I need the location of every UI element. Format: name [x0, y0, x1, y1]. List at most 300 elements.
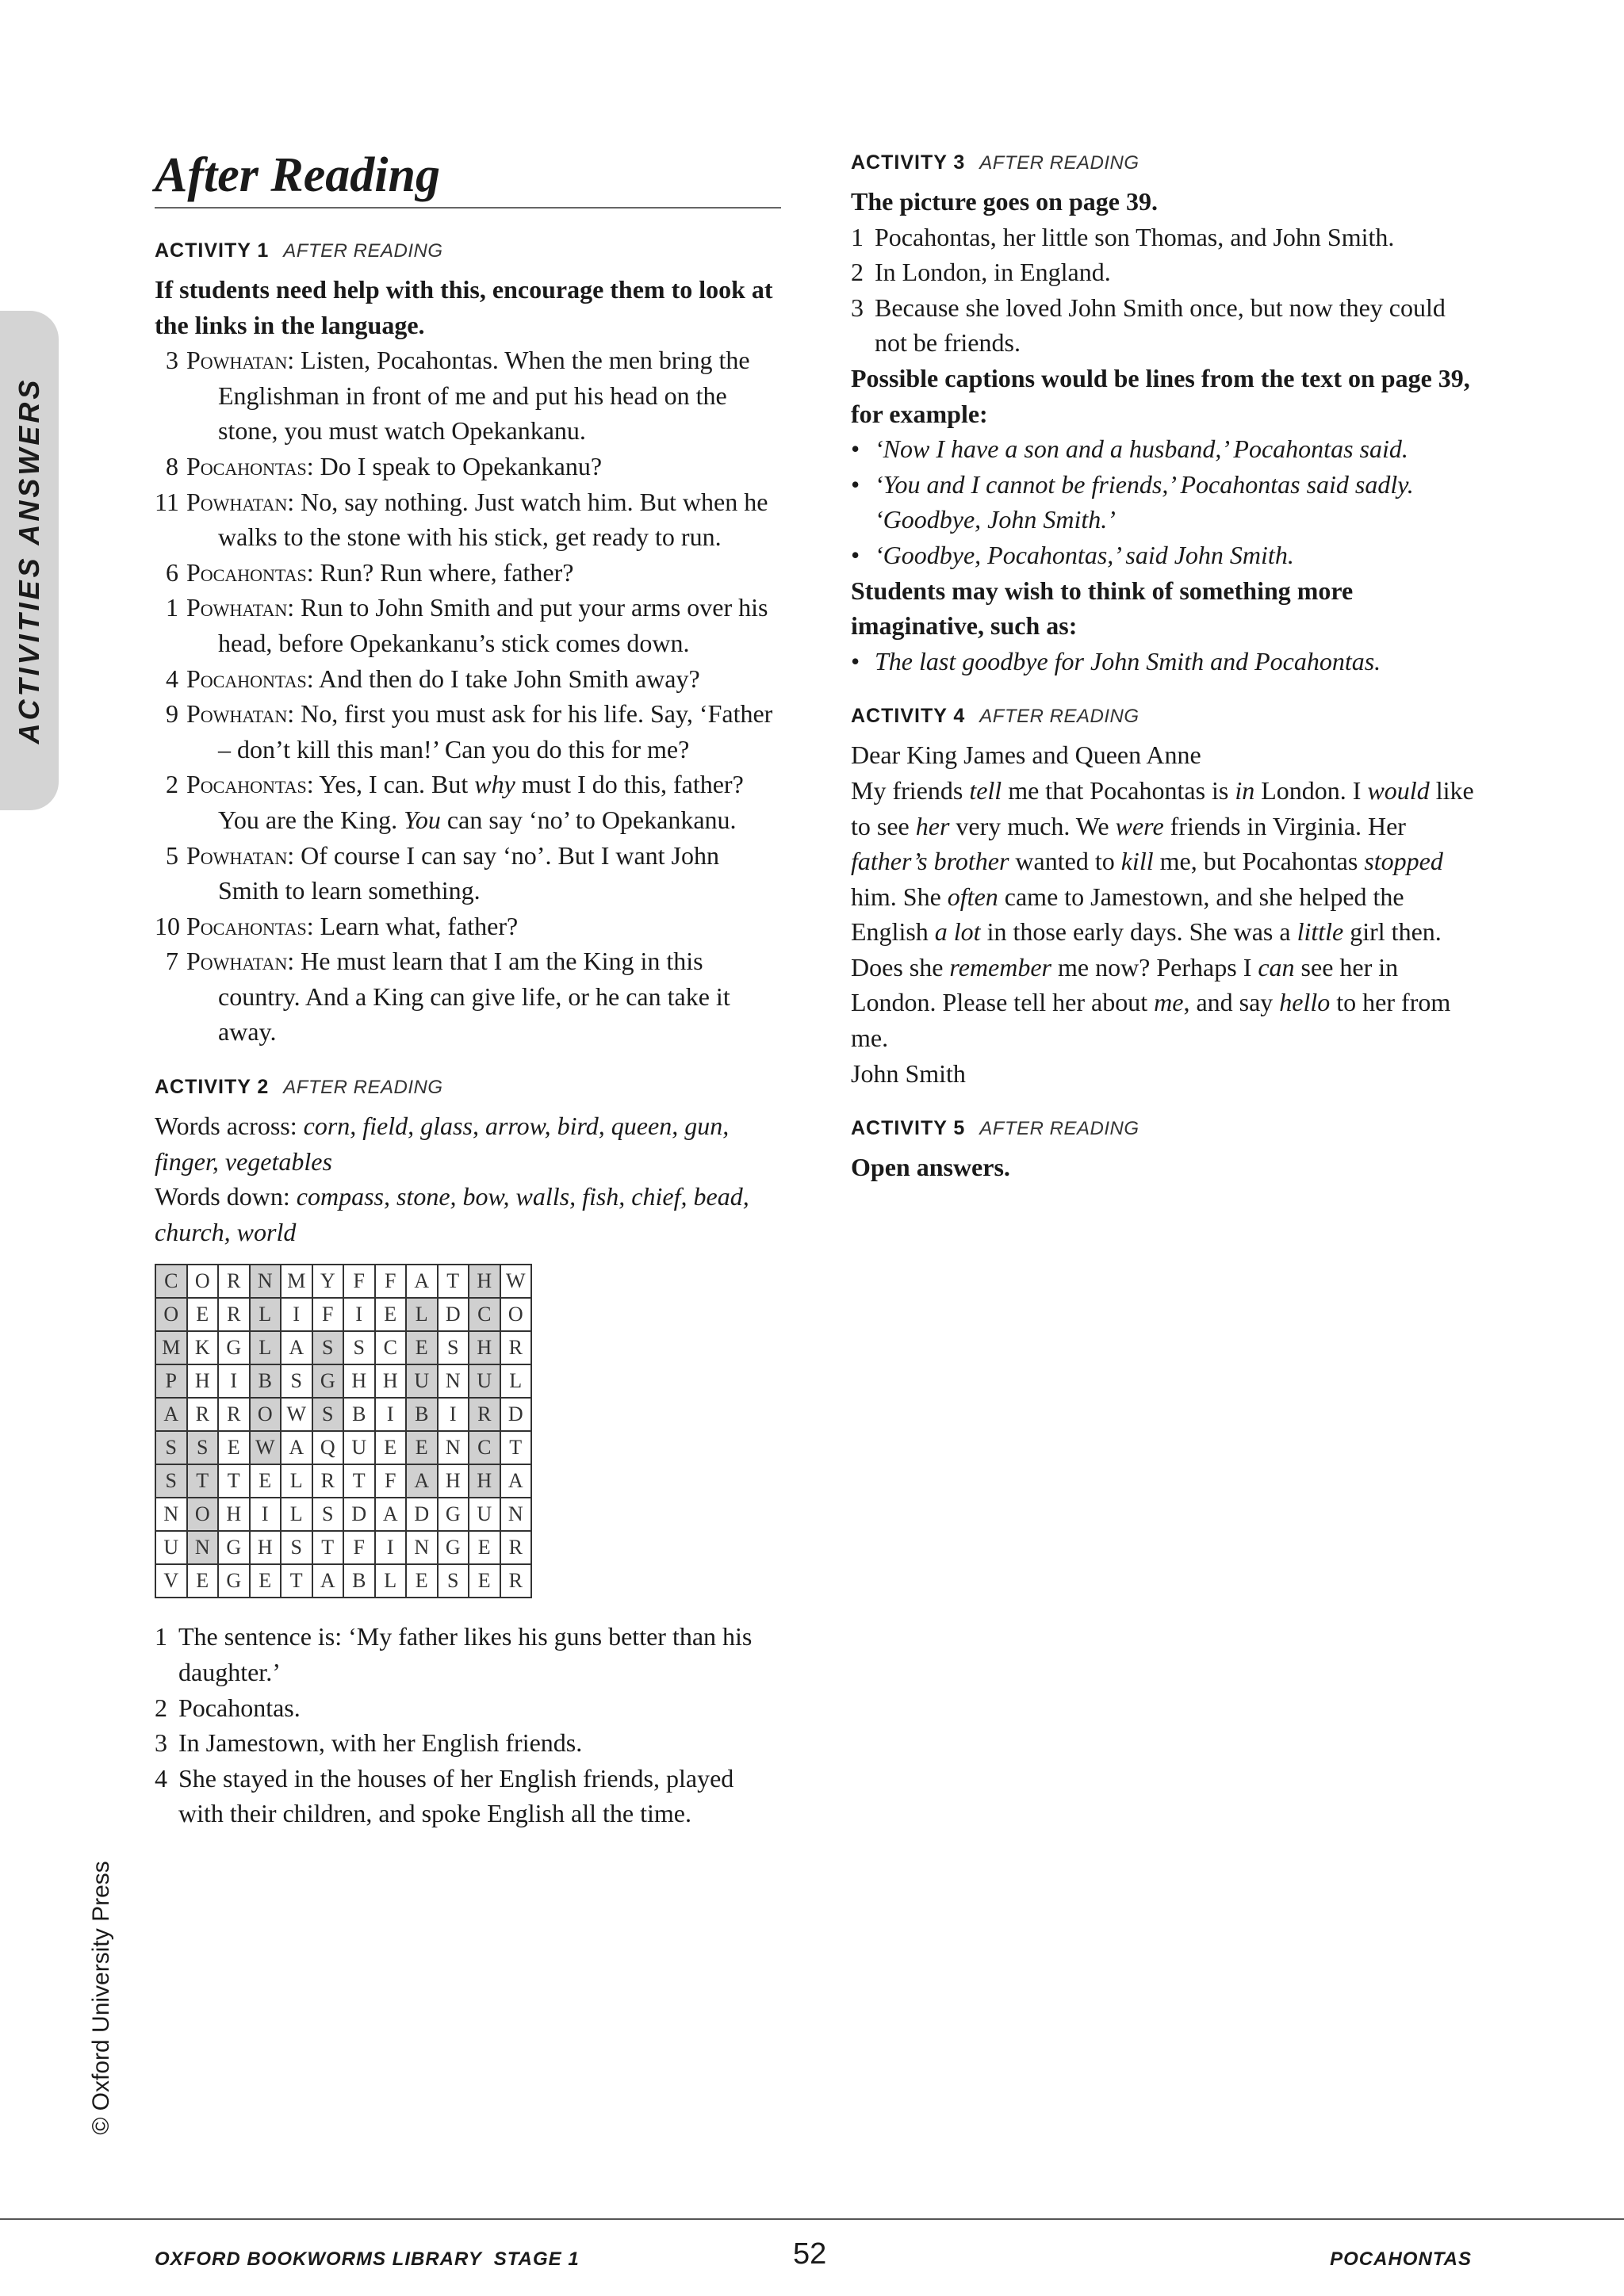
grid-cell: R: [500, 1331, 532, 1364]
grid-row: [155, 1298, 531, 1331]
dialogue-line: [155, 449, 781, 484]
words-down: [155, 1179, 781, 1249]
letter-text: London. I: [1254, 775, 1368, 805]
grid-cell: F: [343, 1531, 375, 1564]
grid-row: [155, 1398, 531, 1431]
words-across-label: Words across:: [155, 1112, 304, 1141]
speaker-name: Powhatan: [186, 346, 288, 375]
line-content: : And then do I take John Smith away?: [306, 664, 700, 693]
grid-cell: S: [312, 1331, 344, 1364]
grid-row: [155, 1265, 531, 1298]
answer-item: [851, 254, 1477, 290]
grid-cell: P: [155, 1364, 187, 1398]
grid-row: [155, 1364, 531, 1398]
letter-text: me now? Perhaps I: [1051, 952, 1258, 982]
dialogue-line: [155, 555, 781, 591]
grid-cell: G: [438, 1531, 469, 1564]
bullet-text: ‘Now I have a son and a husband,’ Pocahontas said.: [875, 434, 1408, 464]
activity-5: [851, 1115, 1477, 1185]
answer-item: [155, 1725, 781, 1761]
line-text: [186, 555, 781, 591]
line-number: 7: [166, 947, 178, 976]
answer-item: [155, 1690, 781, 1726]
grid-cell: S: [281, 1364, 312, 1398]
grid-cell: I: [438, 1398, 469, 1431]
speaker-name: Powhatan: [186, 947, 288, 976]
answer-text: Pocahontas.: [178, 1693, 301, 1722]
grid-cell: S: [312, 1498, 344, 1531]
speaker-name: Powhatan: [186, 487, 288, 516]
grid-cell: N: [250, 1265, 282, 1298]
side-tab: [0, 311, 59, 810]
bullet-item: [851, 644, 1477, 679]
grid-cell: R: [500, 1531, 532, 1564]
line-content: : No, first you must ask for his life. Say, ‘Father – don’t kill this man!’ Can you do this for me?: [218, 699, 773, 763]
grid-cell: G: [218, 1564, 250, 1598]
letter-emphasis: father’s brother: [851, 847, 1009, 876]
answer-number: 2: [155, 1693, 167, 1722]
line-text: [186, 838, 781, 909]
letter-emphasis: were: [1115, 811, 1164, 840]
line-emphasis: You: [404, 805, 441, 834]
line-text: [186, 449, 781, 484]
grid-cell: T: [218, 1464, 250, 1498]
grid-cell: A: [406, 1464, 438, 1498]
grid-cell: S: [187, 1431, 219, 1464]
line-content: : No, say nothing. Just watch him. But when he walks to the stone with his stick, get ready to run.: [218, 487, 768, 552]
grid-cell: D: [343, 1498, 375, 1531]
activity-label: ACTIVITY 1: [155, 239, 270, 262]
letter-emphasis: hello: [1279, 988, 1331, 1017]
speaker-name: Pocahontas: [186, 451, 307, 480]
grid-cell: E: [375, 1431, 407, 1464]
grid-cell: A: [155, 1398, 187, 1431]
grid-cell: M: [155, 1331, 187, 1364]
grid-cell: B: [343, 1564, 375, 1598]
line-text: [186, 342, 781, 449]
bullet-item: [851, 431, 1477, 467]
grid-cell: E: [469, 1531, 500, 1564]
letter-text: girl then. Does she: [851, 917, 1442, 982]
grid-cell: F: [343, 1265, 375, 1298]
line-text: [186, 484, 781, 555]
dialogue-line: [155, 943, 781, 1050]
letter-emphasis: me: [1154, 988, 1184, 1017]
grid-cell: D: [500, 1398, 532, 1431]
grid-cell: S: [155, 1431, 187, 1464]
grid-cell: H: [469, 1331, 500, 1364]
grid-cell: N: [438, 1364, 469, 1398]
grid-cell: K: [187, 1331, 219, 1364]
speaker-name: Powhatan: [186, 699, 288, 729]
line-content: : Of course I can say ‘no’. But I want John Smith to learn something.: [218, 840, 719, 905]
activity-sublabel: AFTER READING: [979, 706, 1139, 728]
grid-cell: T: [312, 1531, 344, 1564]
grid-cell: T: [500, 1431, 532, 1464]
answer-item: [155, 1619, 781, 1689]
grid-cell: N: [155, 1498, 187, 1531]
grid-cell: D: [438, 1298, 469, 1331]
grid-cell: S: [438, 1564, 469, 1598]
grid-cell: L: [375, 1564, 407, 1598]
grid-cell: L: [281, 1498, 312, 1531]
grid-cell: H: [375, 1364, 407, 1398]
answer-text: Pocahontas, her little son Thomas, and John Smith.: [875, 222, 1395, 251]
answer-number: 1: [155, 1622, 167, 1651]
grid-cell: T: [438, 1265, 469, 1298]
footer-series: OXFORD BOOKWORMS LIBRARY STAGE 1: [155, 2248, 580, 2270]
grid-cell: L: [250, 1331, 282, 1364]
letter-text: friends in Virginia. Her: [1163, 811, 1406, 840]
letter-emphasis: her: [915, 811, 950, 840]
grid-cell: E: [187, 1298, 219, 1331]
grid-cell: Q: [312, 1431, 344, 1464]
grid-cell: H: [438, 1464, 469, 1498]
speaker-name: Pocahontas: [186, 911, 307, 940]
letter-emphasis: remember: [949, 952, 1051, 982]
activity-5-text: Open answers.: [851, 1153, 1010, 1182]
word-search-grid: [155, 1264, 532, 1598]
activity-4-heading: [851, 702, 1477, 733]
grid-cell: H: [469, 1265, 500, 1298]
letter-emphasis: little: [1297, 917, 1344, 947]
answer-item: [851, 290, 1477, 361]
activity-sublabel: AFTER READING: [283, 1077, 443, 1099]
letter-text: wanted to: [1009, 847, 1121, 876]
line-content: : Do I speak to Opekankanu?: [306, 451, 603, 480]
activity-1-intro: If students need help with this, encourage them to look at the links in the language.: [155, 275, 773, 339]
grid-cell: S: [155, 1464, 187, 1498]
letter-body: [851, 773, 1477, 1056]
activity-sublabel: AFTER READING: [979, 1118, 1139, 1140]
grid-cell: I: [281, 1298, 312, 1331]
grid-cell: L: [281, 1464, 312, 1498]
bullet-item: [851, 538, 1477, 573]
activity-1-heading: [155, 237, 781, 267]
left-column: [155, 147, 781, 1855]
words-across: [155, 1108, 781, 1179]
grid-cell: S: [438, 1331, 469, 1364]
dialogue-line: [155, 484, 781, 555]
line-number: 5: [166, 840, 178, 870]
page-title: After Reading: [155, 147, 781, 209]
bullet-text: ‘Goodbye, Pocahontas,’ said John Smith.: [875, 540, 1294, 569]
grid-cell: O: [250, 1398, 282, 1431]
letter-emphasis: can: [1258, 952, 1295, 982]
line-content: can say ‘no’ to Opekankanu.: [440, 805, 737, 834]
bullet-text: ‘You and I cannot be friends,’ Pocahontas said sadly. ‘Goodbye, John Smith.’: [875, 469, 1414, 534]
activity-4: [851, 702, 1477, 1091]
grid-cell: R: [218, 1398, 250, 1431]
grid-cell: E: [250, 1564, 282, 1598]
grid-row: [155, 1431, 531, 1464]
letter-text: in those early days. She was a: [980, 917, 1297, 947]
bullet-icon: •: [851, 540, 860, 569]
footer-rule: [0, 2218, 1624, 2220]
imaginative-intro: Students may wish to think of something more imaginative, such as:: [851, 576, 1354, 641]
letter-text: My friends: [851, 775, 970, 805]
bullet-icon: •: [851, 434, 860, 464]
line-number: 11: [155, 487, 179, 516]
grid-cell: G: [218, 1531, 250, 1564]
grid-cell: F: [375, 1265, 407, 1298]
grid-cell: R: [218, 1265, 250, 1298]
grid-cell: I: [218, 1364, 250, 1398]
grid-cell: G: [438, 1498, 469, 1531]
activity-label: ACTIVITY 4: [851, 705, 966, 728]
line-number: 3: [166, 346, 178, 375]
grid-cell: U: [406, 1364, 438, 1398]
answer-text: She stayed in the houses of her English friends, played with their children, and spoke English all the time.: [178, 1763, 734, 1828]
grid-cell: U: [469, 1498, 500, 1531]
grid-cell: N: [438, 1431, 469, 1464]
grid-cell: A: [500, 1464, 532, 1498]
activity-3: [851, 149, 1477, 679]
dialogue-list: [155, 342, 781, 1050]
grid-cell: H: [187, 1364, 219, 1398]
line-number: 9: [166, 699, 178, 729]
grid-cell: A: [312, 1564, 344, 1598]
activity-label: ACTIVITY 5: [851, 1117, 966, 1140]
letter-emphasis: kill: [1120, 847, 1154, 876]
line-content: must I do this, father? You are the King.: [218, 770, 744, 834]
dialogue-line: [155, 696, 781, 767]
answer-text: In Jamestown, with her English friends.: [178, 1728, 583, 1758]
grid-cell: C: [155, 1265, 187, 1298]
letter-text: very much. We: [949, 811, 1116, 840]
activity-2-answers: [155, 1619, 781, 1831]
grid-cell: L: [250, 1298, 282, 1331]
letter-emphasis: stopped: [1364, 847, 1443, 876]
grid-cell: O: [187, 1265, 219, 1298]
activity-sublabel: AFTER READING: [283, 240, 443, 262]
line-number: 10: [155, 911, 180, 940]
answer-number: 2: [851, 258, 864, 287]
letter-text: like to see: [851, 775, 1474, 840]
answer-text: In London, in England.: [875, 258, 1111, 287]
line-number: 1: [166, 593, 178, 622]
activity-5-heading: [851, 1115, 1477, 1145]
letter-emphasis: tell: [969, 775, 1002, 805]
line-content: : He must learn that I am the King in this country. And a King can give life, or he can take it away.: [218, 947, 730, 1047]
line-content: : Yes, I can. But: [306, 770, 475, 799]
bullet-text: The last goodbye for John Smith and Pocahontas.: [875, 646, 1381, 675]
dialogue-line: [155, 909, 781, 944]
activity-label: ACTIVITY 3: [851, 151, 966, 174]
words-down-list: compass, stone, bow, walls, fish, chief, bead, church, world: [155, 1182, 749, 1246]
dialogue-line: [155, 342, 781, 449]
activity-2-heading: [155, 1073, 781, 1104]
activity-3-answers: [851, 220, 1477, 361]
grid-row: [155, 1498, 531, 1531]
grid-cell: I: [375, 1398, 407, 1431]
letter-salutation: Dear King James and Queen Anne: [851, 740, 1201, 770]
grid-cell: O: [500, 1298, 532, 1331]
grid-row: [155, 1564, 531, 1598]
grid-cell: I: [343, 1298, 375, 1331]
answer-number: 3: [851, 293, 864, 322]
letter-emphasis: a lot: [934, 917, 981, 947]
grid-cell: W: [500, 1265, 532, 1298]
grid-cell: R: [312, 1464, 344, 1498]
grid-row: [155, 1331, 531, 1364]
grid-cell: F: [312, 1298, 344, 1331]
letter-text: me, but Pocahontas: [1153, 847, 1365, 876]
words-across-list: corn, field, glass, arrow, bird, queen, gun, finger, vegetables: [155, 1112, 730, 1176]
grid-cell: O: [187, 1498, 219, 1531]
bullet-icon: •: [851, 469, 860, 499]
dialogue-line: [155, 590, 781, 660]
line-text: [186, 943, 781, 1050]
line-content: : Learn what, father?: [306, 911, 519, 940]
grid-cell: M: [281, 1265, 312, 1298]
grid-cell: V: [155, 1564, 187, 1598]
line-text: [186, 767, 781, 837]
letter-text: came to Jamestown, and she helped the English: [851, 882, 1404, 947]
activity-label: ACTIVITY 2: [155, 1076, 270, 1099]
grid-cell: U: [155, 1531, 187, 1564]
grid-cell: E: [187, 1564, 219, 1598]
grid-cell: G: [218, 1331, 250, 1364]
grid-cell: E: [406, 1431, 438, 1464]
grid-cell: U: [343, 1431, 375, 1464]
dialogue-line: [155, 838, 781, 909]
activity-2: [155, 1073, 781, 1831]
grid-cell: H: [250, 1531, 282, 1564]
grid-cell: F: [375, 1464, 407, 1498]
letter-text: me that Pocahontas is: [1002, 775, 1235, 805]
grid-cell: B: [343, 1398, 375, 1431]
grid-cell: O: [155, 1298, 187, 1331]
answer-number: 3: [155, 1728, 167, 1758]
speaker-name: Pocahontas: [186, 770, 307, 799]
captions-list: [851, 431, 1477, 572]
grid-cell: C: [375, 1331, 407, 1364]
grid-cell: T: [281, 1564, 312, 1598]
grid-cell: E: [375, 1298, 407, 1331]
line-text: [186, 909, 781, 944]
grid-cell: L: [406, 1298, 438, 1331]
grid-cell: N: [500, 1498, 532, 1531]
grid-cell: E: [469, 1564, 500, 1598]
letter-emphasis: often: [947, 882, 998, 911]
line-number: 8: [166, 451, 178, 480]
bullet-item: [851, 467, 1477, 538]
grid-cell: H: [218, 1498, 250, 1531]
letter-text: to her from me.: [851, 988, 1451, 1053]
grid-cell: H: [343, 1364, 375, 1398]
grid-cell: B: [406, 1398, 438, 1431]
grid-cell: L: [500, 1364, 532, 1398]
letter-text: him. She: [851, 882, 948, 911]
line-emphasis: why: [474, 770, 515, 799]
line-number: 6: [166, 557, 178, 587]
right-column: [851, 149, 1477, 1209]
answer-item: [155, 1761, 781, 1831]
grid-cell: R: [187, 1398, 219, 1431]
copyright-notice: © Oxford University Press: [88, 1861, 114, 2135]
grid-cell: W: [281, 1398, 312, 1431]
line-text: [186, 696, 781, 767]
letter-text: see her in London. Please tell her about: [851, 952, 1399, 1017]
activity-3-heading: [851, 149, 1477, 179]
grid-cell: S: [281, 1531, 312, 1564]
grid-row: [155, 1531, 531, 1564]
grid-cell: A: [281, 1331, 312, 1364]
grid-cell: A: [406, 1265, 438, 1298]
grid-cell: G: [312, 1364, 344, 1398]
grid-cell: B: [250, 1364, 282, 1398]
grid-cell: T: [187, 1464, 219, 1498]
speaker-name: Pocahontas: [186, 557, 307, 587]
line-number: 4: [166, 664, 178, 693]
grid-cell: E: [406, 1564, 438, 1598]
speaker-name: Pocahontas: [186, 664, 307, 693]
line-text: [186, 661, 781, 697]
grid-cell: R: [218, 1298, 250, 1331]
captions-intro: Possible captions would be lines from the text on page 39, for example:: [851, 363, 1470, 428]
grid-cell: A: [281, 1431, 312, 1464]
grid-cell: C: [469, 1298, 500, 1331]
line-number: 2: [166, 770, 178, 799]
grid-cell: E: [250, 1464, 282, 1498]
bullet-icon: •: [851, 646, 860, 675]
answer-text: The sentence is: ‘My father likes his guns better than his daughter.’: [178, 1622, 753, 1687]
line-content: : Listen, Pocahontas. When the men bring the Englishman in front of me and put his head on the stone, you must watch Opekankanu.: [218, 346, 750, 446]
speaker-name: Powhatan: [186, 593, 288, 622]
grid-cell: T: [343, 1464, 375, 1498]
grid-row: [155, 1464, 531, 1498]
grid-cell: D: [406, 1498, 438, 1531]
line-text: [186, 590, 781, 660]
grid-cell: Y: [312, 1265, 344, 1298]
grid-cell: S: [312, 1398, 344, 1431]
answer-number: 1: [851, 222, 864, 251]
letter-signature: John Smith: [851, 1058, 966, 1088]
grid-cell: R: [500, 1564, 532, 1598]
grid-cell: N: [187, 1531, 219, 1564]
line-content: : Run to John Smith and put your arms over his head, before Opekankanu’s stick comes down.: [218, 593, 768, 657]
dialogue-line: [155, 767, 781, 837]
answer-number: 4: [155, 1763, 167, 1793]
letter-emphasis: would: [1367, 775, 1430, 805]
dialogue-line: [155, 661, 781, 697]
page-number: 52: [793, 2237, 827, 2271]
grid-cell: S: [343, 1331, 375, 1364]
activity-1: [155, 237, 781, 1050]
letter-emphasis: in: [1235, 775, 1255, 805]
grid-cell: A: [375, 1498, 407, 1531]
grid-cell: C: [469, 1431, 500, 1464]
grid-cell: E: [218, 1431, 250, 1464]
activity-sublabel: AFTER READING: [979, 152, 1139, 174]
grid-cell: E: [406, 1331, 438, 1364]
activity-3-intro: The picture goes on page 39.: [851, 187, 1158, 216]
imaginative-list: [851, 644, 1477, 679]
words-down-label: Words down:: [155, 1182, 297, 1211]
footer-book-title: POCAHONTAS: [1330, 2248, 1472, 2270]
grid-cell: R: [469, 1398, 500, 1431]
grid-cell: I: [375, 1531, 407, 1564]
letter-text: , and say: [1183, 988, 1280, 1017]
grid-cell: U: [469, 1364, 500, 1398]
answer-text: Because she loved John Smith once, but now they could not be friends.: [875, 293, 1446, 358]
grid-cell: H: [469, 1464, 500, 1498]
grid-cell: N: [406, 1531, 438, 1564]
grid-cell: W: [250, 1431, 282, 1464]
grid-cell: I: [250, 1498, 282, 1531]
answer-item: [851, 220, 1477, 255]
